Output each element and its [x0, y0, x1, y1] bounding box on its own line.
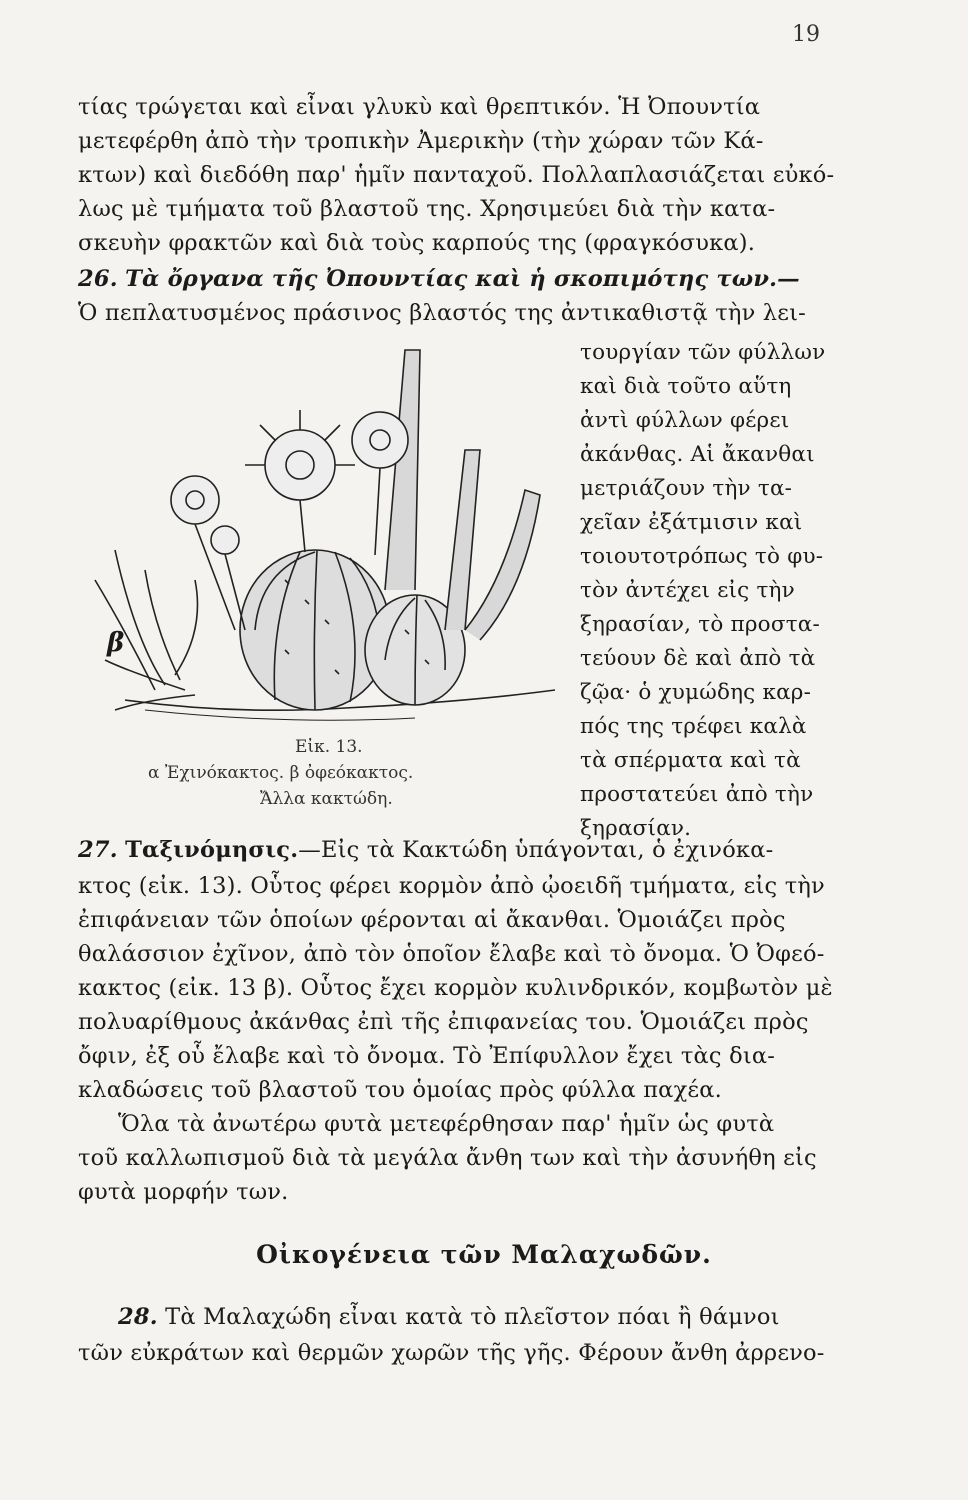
paragraph-line: ἐπιφάνειαν τῶν ὁποίων φέρονται αἱ ἄκανθαι. Ὁμοιάζει πρὸς	[78, 907, 786, 933]
figure-caption-other: Ἄλλα κακτώδη.	[260, 789, 393, 809]
paragraph-line: Ὁ πεπλατυσμένος πράσινος βλαστός της ἀντικαθιστᾷ τὴν λει-	[78, 300, 806, 326]
section-28-line	[118, 1300, 838, 1334]
cactus-illustration	[85, 330, 575, 730]
section-26-heading	[78, 262, 838, 296]
side-line: ἀντὶ φύλλων φέρει	[580, 408, 790, 433]
figure-caption-number: Εἰκ. 13.	[295, 737, 363, 757]
side-line: καὶ διὰ τοῦτο αὕτη	[580, 374, 792, 399]
paragraph-line: τῶν εὐκράτων καὶ θερμῶν χωρῶν τῆς γῆς. Φέρουν ἄνθη ἀρρενο-	[78, 1340, 825, 1366]
paragraph-line: Ὅλα τὰ ἀνωτέρω φυτὰ μετεφέρθησαν παρ' ἡμῖν ὡς φυτὰ	[118, 1111, 775, 1137]
paragraph-line: θαλάσσιον ἐχῖνον, ἀπὸ τὸν ὁποῖον ἔλαβε καὶ τὸ ὄνομα. Ὁ Ὀφεό-	[78, 941, 825, 967]
side-line: τὰ σπέρματα καὶ τὰ	[580, 748, 801, 773]
figure-letter-b: β	[107, 628, 125, 658]
side-line: χεῖαν ἐξάτμισιν καὶ	[580, 510, 803, 535]
side-line: ξηρασίαν.	[580, 816, 692, 841]
cactus-drawing	[85, 330, 575, 730]
section-27-line	[78, 833, 838, 867]
side-line: ἀκάνθας. Αἱ ἄκανθαι	[580, 442, 815, 467]
side-line: ζῷα· ὁ χυμώδης καρ-	[580, 680, 812, 705]
paragraph-line: τοῦ καλλωπισμοῦ διὰ τὰ μεγάλα ἄνθη των καὶ τὴν ἀσυνήθη εἰς	[78, 1145, 817, 1171]
side-line: τουργίαν τῶν φύλλων	[580, 340, 826, 365]
paragraph-line: κτων) καὶ διεδόθη παρ' ἡμῖν πανταχοῦ. Πολλαπλασιάζεται εὐκό-	[78, 162, 835, 188]
paragraph-line: λως μὲ τμήματα τοῦ βλαστοῦ της. Χρησιμεύει διὰ τὴν κατα-	[78, 196, 776, 222]
section-title: Τὰ ὄργανα τῆς Ὀπουντίας καὶ ἡ σκοπιμότης των.—	[125, 266, 800, 292]
section-text: —Εἰς τὰ Κακτώδη ὑπάγονται, ὁ ἐχινόκα-	[298, 837, 774, 863]
side-line: ξηρασίαν, τὸ προστα-	[580, 612, 820, 637]
paragraph-line: ὄφιν, ἐξ οὗ ἔλαβε καὶ τὸ ὄνομα. Τὸ Ἐπίφυλλον ἔχει τὰς δια-	[78, 1043, 776, 1069]
section-title: Ταξινόμησις.	[125, 837, 299, 863]
paragraph-line: πολυαρίθμους ἀκάνθας ἐπὶ τῆς ἐπιφανείας του. Ὁμοιάζει πρὸς	[78, 1009, 809, 1035]
side-line: πός της τρέφει καλὰ	[580, 714, 807, 739]
side-line: τοιουτοτρόπως τὸ φυ-	[580, 544, 824, 569]
side-line: τεύουν δὲ καὶ ἀπὸ τὰ	[580, 646, 816, 671]
section-number: 26.	[78, 266, 118, 292]
figure-caption-legend: α Ἐχινόκακτος. β ὀφεόκακτος.	[148, 763, 414, 783]
side-line: μετριάζουν τὴν τα-	[580, 476, 793, 501]
paragraph-line: φυτὰ μορφήν των.	[78, 1179, 289, 1205]
side-line: προστατεύει ἀπὸ τὴν	[580, 782, 814, 807]
family-heading: Οἰκογένεια τῶν Μαλαχωδῶν.	[256, 1240, 712, 1269]
paragraph-line: κλαδώσεις τοῦ βλαστοῦ του ὁμοίας πρὸς φύλλα παχέα.	[78, 1077, 723, 1103]
page-number: 19	[792, 22, 820, 47]
paragraph-line: κακτος (εἰκ. 13 β). Οὗτος ἔχει κορμὸν κυλινδρικόν, κομβωτὸν μὲ	[78, 975, 833, 1001]
paragraph-line: μετεφέρθη ἀπὸ τὴν τροπικὴν Ἀμερικὴν (τὴν χώραν τῶν Κά-	[78, 128, 764, 154]
section-number: 28.	[118, 1304, 158, 1330]
paragraph-line: τίας τρώγεται καὶ εἶναι γλυκὺ καὶ θρεπτικόν. Ἡ Ὀπουντία	[78, 94, 761, 120]
side-line: τὸν ἀντέχει εἰς τὴν	[580, 578, 795, 603]
paragraph-line: σκευὴν φρακτῶν καὶ διὰ τοὺς καρπούς της (φραγκόσυκα).	[78, 230, 756, 256]
paragraph-line: κτος (εἰκ. 13). Οὗτος φέρει κορμὸν ἀπὸ ᾠοειδῆ τμήματα, εἰς τὴν	[78, 873, 825, 899]
section-number: 27.	[78, 837, 118, 863]
section-text: Τὰ Μαλαχώδη εἶναι κατὰ τὸ πλεῖστον πόαι ἢ θάμνοι	[165, 1304, 780, 1330]
